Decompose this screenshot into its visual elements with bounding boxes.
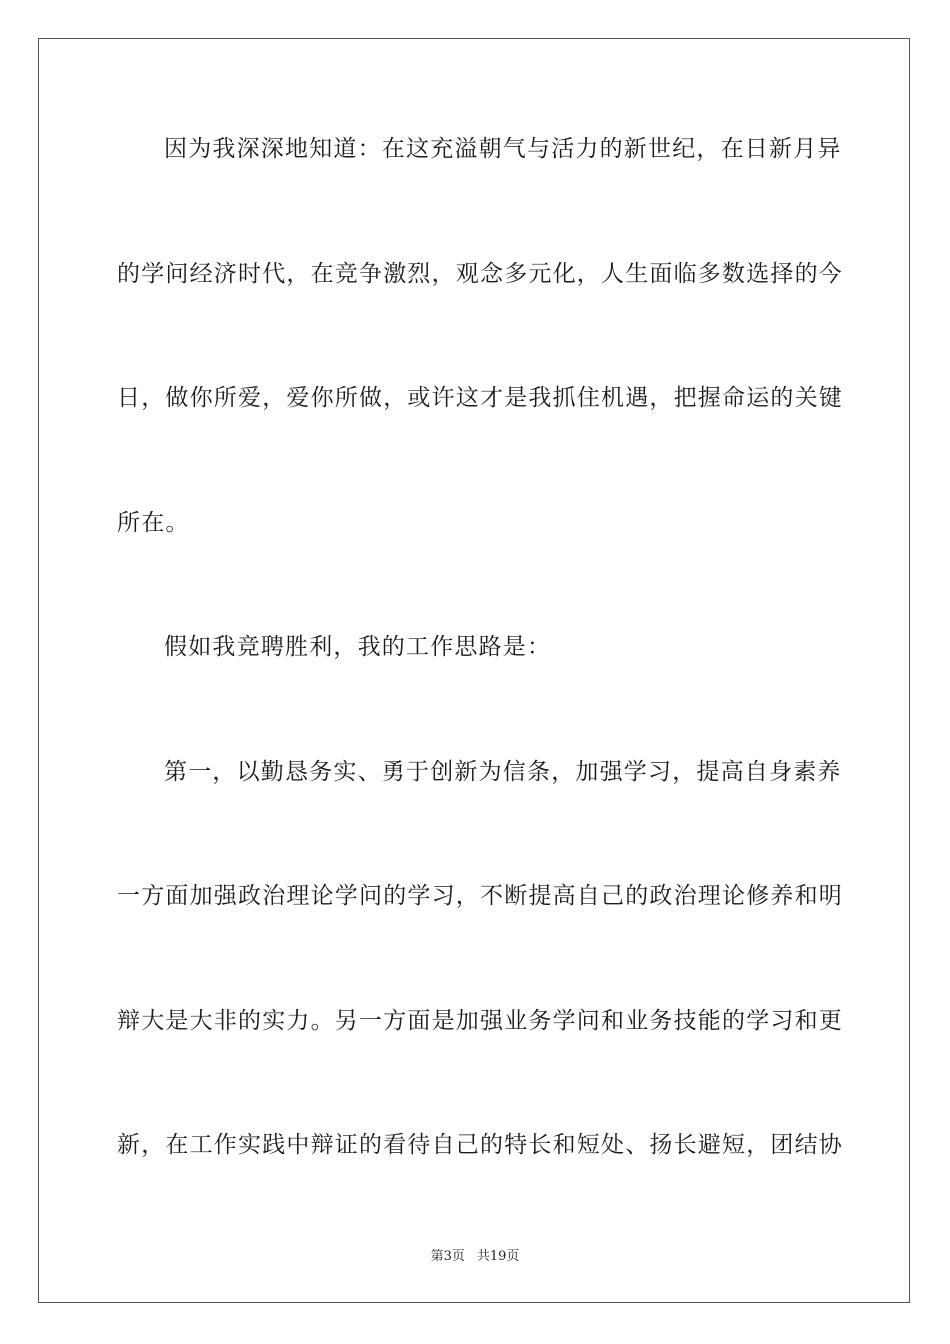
- paragraph-3-line-3: 辩大是大非的实力。另一方面是加强业务学问和业务技能的学习和更: [117, 1008, 843, 1034]
- paragraph-1-line-2: 的学问经济时代，在竞争激烈，观念多元化，人生面临多数选择的今: [117, 261, 843, 287]
- page-number: 第3页: [430, 1249, 465, 1264]
- page-footer: [0, 1248, 950, 1266]
- page-border: [38, 38, 910, 1303]
- paragraph-3-line-4: 新，在工作实践中辩证的看待自己的特长和短处、扬长避短，团结协: [117, 1132, 843, 1158]
- paragraph-3-line-1: 第一，以勤恳务实、勇于创新为信条，加强学习，提高自身素养: [164, 759, 842, 785]
- page-total: 共19页: [476, 1249, 520, 1264]
- paragraph-1-line-1: 因为我深深地知道：在这充溢朝气与活力的新世纪，在日新月异: [164, 136, 842, 162]
- paragraph-3-line-2: 一方面加强政治理论学问的学习，不断提高自己的政治理论修养和明: [117, 883, 843, 909]
- paragraph-1-line-3: 日，做你所爱，爱你所做，或许这才是我抓住机遇，把握命运的关键: [117, 385, 843, 411]
- paragraph-1-line-4: 所在。: [117, 510, 190, 536]
- paragraph-2-line-1: 假如我竞聘胜利，我的工作思路是：: [164, 634, 552, 660]
